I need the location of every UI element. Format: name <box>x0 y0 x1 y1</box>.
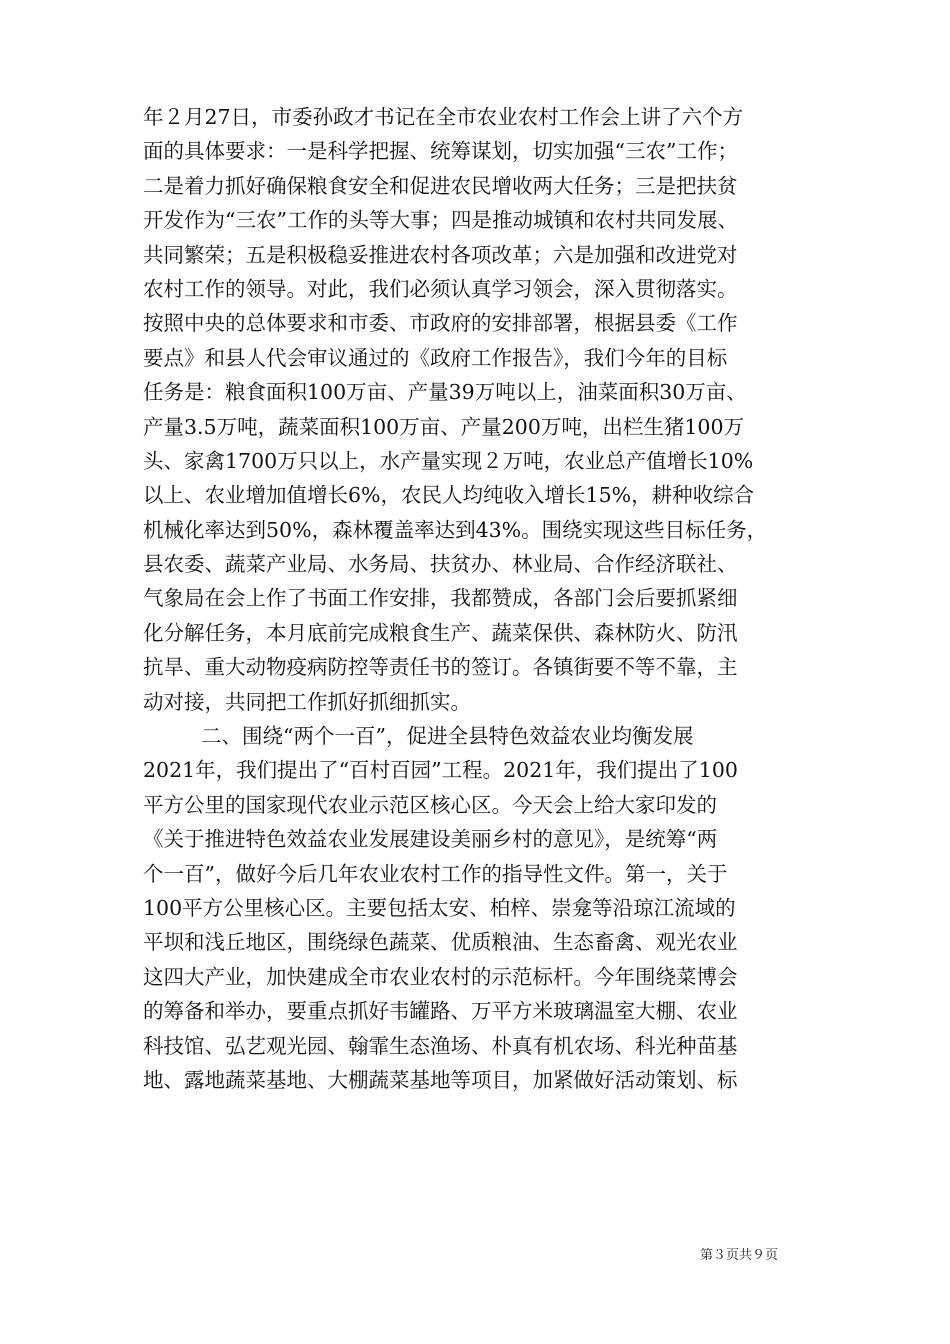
text-line: 开发作为“三农”工作的头等大事；四是推动城镇和农村共同发展、 <box>143 208 738 233</box>
section-heading: 二、围绕“两个一百”，促进全县特色效益农业均衡发展 <box>201 724 694 749</box>
text-line: 头、家禽1700万只以上，水产量实现２万吨，农业总产值增长10% <box>143 448 754 473</box>
text-line: 任务是：粮食面积100万亩、产量39万吨以上，油菜面积30万亩、 <box>143 380 747 405</box>
text-line: 按照中央的总体要求和市委、市政府的安排部署，根据县委《工作 <box>143 311 738 336</box>
text-line: 的筹备和举办，要重点抓好韦罐路、万平方米玻璃温室大棚、农业 <box>143 999 738 1024</box>
text-line: 科技馆、弘艺观光园、翰霏生态渔场、朴真有机农场、科光种苗基 <box>143 1033 738 1058</box>
text-line: 平方公里的国家现代农业示范区核心区。今天会上给大家印发的 <box>143 792 717 817</box>
text-line: 以上、农业增加值增长6%，农民人均纯收入增长15%，耕种收综合 <box>143 483 755 508</box>
text-line: 抗旱、重大动物疫病防控等责任书的签订。各镇街要不等不靠，主 <box>143 655 738 680</box>
text-line: 化分解任务，本月底前完成粮食生产、蔬菜保供、森林防火、防汛 <box>143 620 738 645</box>
body-text <box>143 100 813 1097</box>
text-line: 2021年，我们提出了“百村百园”工程。2021年，我们提出了100 <box>143 758 738 783</box>
text-line: 100平方公里核心区。主要包括太安、柏梓、崇龛等沿琼江流域的 <box>143 895 736 920</box>
text-line: 产量3.5万吨，蔬菜面积100万亩、产量200万吨，出栏生猪100万 <box>143 414 744 439</box>
text-line: 面的具体要求：一是科学把握、统筹谋划，切实加强“三农”工作； <box>143 139 738 164</box>
text-line: 二是着力抓好确保粮食安全和促进农民增收两大任务；三是把扶贫 <box>143 173 738 198</box>
text-line: 县农委、蔬菜产业局、水务局、扶贫办、林业局、合作经济联社、 <box>143 552 738 577</box>
text-line: 农村工作的领导。对此，我们必须认真学习领会，深入贯彻落实。 <box>143 276 738 301</box>
text-line: 《关于推进特色效益农业发展建设美丽乡村的意见》，是统筹“两 <box>143 827 718 852</box>
text-line: 共同繁荣；五是积极稳妥推进农村各项改革；六是加强和改进党对 <box>143 242 738 267</box>
text-line: 动对接，共同把工作抓好抓细抓实。 <box>143 689 471 714</box>
text-line: 地、露地蔬菜基地、大棚蔬菜基地等项目，加紧做好活动策划、标 <box>143 1067 738 1092</box>
text-line: 要点》和县人代会审议通过的《政府工作报告》，我们今年的目标 <box>143 345 728 370</box>
page-number-footer: 第３页共９页 <box>700 1248 779 1263</box>
text-line: 机械化率达到50%，森林覆盖率达到43%。围绕实现这些目标任务， <box>143 517 768 542</box>
text-line: 个一百”，做好今后几年农业农村工作的指导性文件。第一，关于 <box>143 861 728 886</box>
text-line: 这四大产业，加快建成全市农业农村的示范标杆。今年围绕菜博会 <box>143 964 738 989</box>
text-line: 年２月27日，市委孙政才书记在全市农业农村工作会上讲了六个方 <box>143 105 744 129</box>
text-line: 平坝和浅丘地区，围绕绿色蔬菜、优质粮油、生态畜禽、观光农业 <box>143 930 738 955</box>
text-line: 气象局在会上作了书面工作安排，我都赞成，各部门会后要抓紧细 <box>143 586 738 611</box>
